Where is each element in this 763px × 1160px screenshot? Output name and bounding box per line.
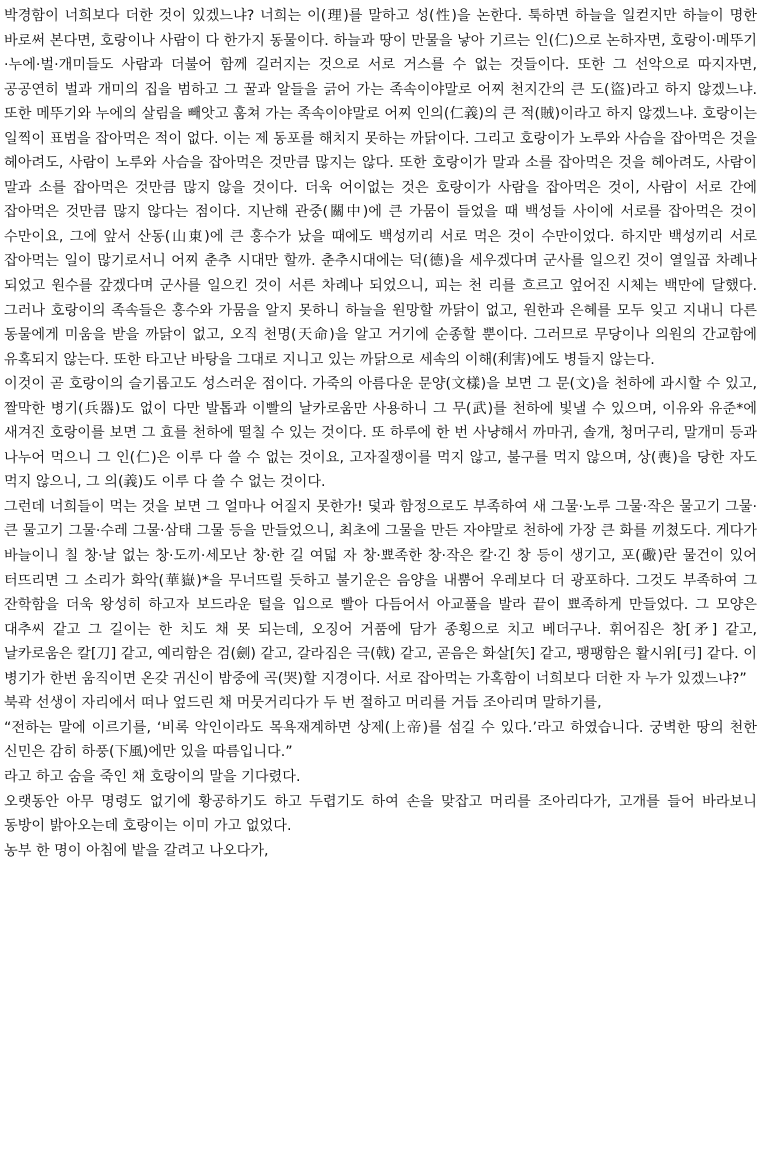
paragraph-tiger-speech: 박경함이 너희보다 더한 것이 있겠느냐? 너희는 이(理)를 말하고 성(性)을 논한다. 툭하면 하늘을 일컫지만 하늘이 명한 바로써 본다면, 호랑이나 사람이 다 한가지 동물이다. 하늘과 땅이 만물을 낳아 기르는 인(仁)으로 논하자면, 호랑이·메뚜기·누에·벌·개미들도 사람과 더불어 함께 길러지는 것으로 서로 거스를 수 없는 것들이다. 또한 그 선악으로 따지자면, 공공연히 벌과 개미의 집을 범하고 그 꿀과 알들을 긁어 가는 족속이야말로 어찌 천지간의 큰 도(盜)라고 하지 않겠느냐. 또한 메뚜기와 누에의 살림을 빼앗고 훔쳐 가는 족속이야말로 어찌 인의(仁義)의 큰 적(賊)이라고 하지 않겠느냐. 호랑이는 일찍이 표범을 잡아먹은 적이 없다. 이는 제 동포를 해치지 못하는 까닭이다. 그리고 호랑이가 노루와 사슴을 잡아먹은 것을 헤아려도, 사람이 노루와 사슴을 잡아먹은 것만큼 많지는 않다. 또한 호랑이가 말과 소를 잡아먹은 것을 헤아려도, 사람이 말과 소를 잡아먹은 것만큼 많지 않을 것이다. 더욱 어이없는 것은 호랑이가 사람을 잡아먹은 것이, 사람이 서로 간에 잡아먹은 것만큼 많지 않다는 점이다. 지난해 관중(關中)에 큰 가뭄이 들었을 때 백성들 사이에 서로를 잡아먹은 것이 수만이요, 그에 앞서 산동(山東)에 큰 홍수가 났을 때에도 백성끼리 서로 먹은 것이 수만이었다. 하지만 백성끼리 서로 잡아먹는 일이 많기로서니 어찌 춘추 시대만 할까. 춘추시대에는 덕(德)을 세우겠다며 군사를 일으킨 것이 열일곱 차례나 되었고 원수를 갚겠다며 군사를 일으킨 것이 서른 차례나 되었으니, 피는 천 리를 흐르고 엎어진 시체는 백만에 달했다. 그러나 호랑이의 족속들은 홍수와 가뭄을 알지 못하니 하늘을 원망할 까닭이 없고, 원한과 은혜를 모두 잊고 지내니 다른 동물에게 미움을 받을 까닭이 없고, 오직 천명(天命)을 알고 거기에 순종할 뿐이다. 그러므로 무당이나 의원의 간교함에 유혹되지 않는다. 또한 타고난 바탕을 그대로 지니고 있는 까닭으로 세속의 이해(利害)에도 병들지 않는다. [4, 8, 757, 368]
paragraph-bukgwak-bows: 북곽 선생이 자리에서 떠나 엎드린 채 머뭇거리다가 두 번 절하고 머리를 거듭 조아리며 말하기를, [4, 695, 602, 712]
paragraph-farmer: 농부 한 명이 아침에 밭을 갈려고 나오다가, [4, 842, 269, 859]
paragraph-waiting: 라고 하고 숨을 죽인 채 호랑이의 말을 기다렸다. [4, 768, 301, 785]
paragraph-bukgwak-reply: “전하는 말에 이르기를, ‘비록 악인이라도 목욕재계하면 상제(上帝)를 섬길 수 있다.’라고 하였습니다. 궁벽한 땅의 천한 신민은 감히 하풍(下風)에만 있을 따름입니다.” [4, 719, 757, 761]
paragraph-human-weapons: 그런데 너희들이 먹는 것을 보면 그 얼마나 어질지 못한가! 덫과 함정으로도 부족하여 새 그물·노루 그물·작은 물고기 그물·큰 물고기 그물·수레 그물·삼태 그물 등을 만들었으니, 최초에 그물을 만든 자야말로 천하에 가장 큰 화를 끼쳤도다. 게다가 바늘이니 칠 창·날 없는 창·도끼·세모난 창·한 길 여덟 자 창·뾰족한 창·작은 칼·긴 창 등이 생기고, 포(礮)란 물건이 있어 터뜨리면 그 소리가 화악(華嶽)*을 무너뜨릴 듯하고 불기운은 음양을 내뿜어 우레보다 더 광포하다. 그것도 부족하여 그 잔학함을 더욱 왕성히 하고자 보드라운 털을 입으로 빨아 다듬어서 아교풀을 발라 끝이 뾰족하게 만들었다. 그 모양은 대추씨 같고 그 길이는 한 치도 채 못 되는데, 오징어 거품에 담가 종횡으로 치고 베더구나. 휘어짐은 창[矛] 같고, 날카로움은 칼[刀] 같고, 예리함은 검(劍) 같고, 갈라짐은 극(戟) 같고, 곧음은 화살[矢] 같고, 팽팽함은 활시위[弓] 같다. 이 병기가 한번 움직이면 온갖 귀신이 밤중에 곡(哭)할 지경이다. 서로 잡아먹는 가혹함이 너희보다 더한 자 누가 있겠느냐?” [4, 498, 757, 687]
paragraph-tiger-gone: 오랫동안 아무 명령도 없기에 황공하기도 하고 두렵기도 하여 손을 맞잡고 머리를 조아리다가, 고개를 들어 바라보니 동방이 밝아오는데 호랑이는 이미 가고 없었다. [4, 793, 757, 835]
paragraph-tiger-virtues: 이것이 곧 호랑이의 슬기롭고도 성스러운 점이다. 가죽의 아름다운 문양(文樣)을 보면 그 문(文)을 천하에 과시할 수 있고, 짤막한 병기(兵器)도 없이 다만 발톱과 이빨의 날카로움만 사용하니 그 무(武)를 천하에 빛낼 수 있으며, 이유와 유준*에 새겨진 호랑이를 보면 그 효를 천하에 떨칠 수 있는 것이다. 또 하루에 한 번 사냥해서 까마귀, 솔개, 청머구리, 말개미 등과 나누어 먹으니 그 인(仁)은 이루 다 쓸 수 없는 것이요, 고자질쟁이를 먹지 않고, 불구를 먹지 않으며, 상(喪)을 당한 자도 먹지 않으니, 그 의(義)도 이루 다 쓸 수 없는 것이다. [4, 376, 757, 491]
